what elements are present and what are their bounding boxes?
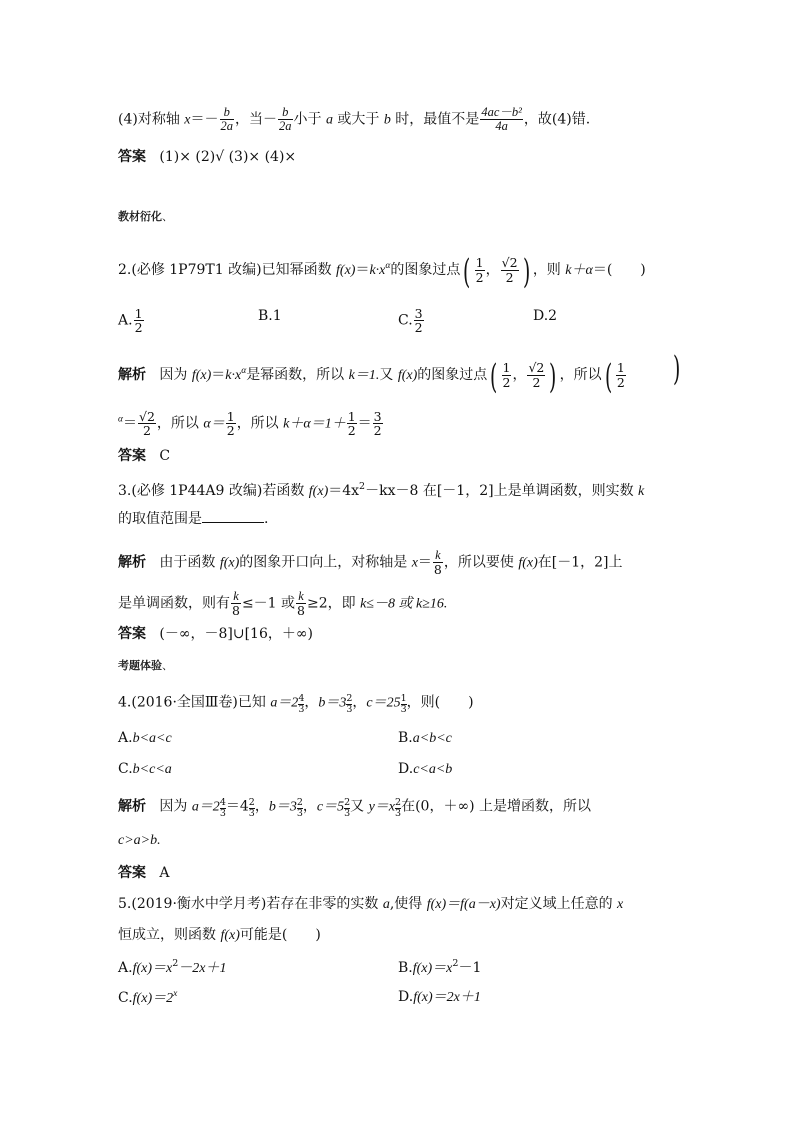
q4-option-a: A.b<a<c bbox=[118, 730, 172, 746]
q4-answer: 答案 A bbox=[118, 865, 170, 881]
q5-option-b: $B.f(x)=x^2-1$ bbox=[398, 958, 482, 976]
q5-option-c: $C.f(x)=2^x$ bbox=[118, 989, 178, 1006]
q2-option-d: D.2 bbox=[533, 308, 558, 324]
q2-option-c: C. $\frac{3}{2}$ bbox=[398, 306, 423, 336]
q2-stem: 2.(必修 1P79T1 改编)已知幂函数 $f(x)=k\cdot x^\alpha$的图象过点( $\frac{1}{2}$ ， $\frac{√2}{2}$ ) ，则 k＋α＝( ) bbox=[118, 252, 646, 292]
q5-stem: 5.(2019·衡水中学月考)若存在非零的实数 a,使得 f(x)＝f(a－x)对定义域上任意的 x bbox=[118, 896, 624, 912]
q3-answer: 答案 (－∞，－8]∪[16，＋∞) bbox=[118, 626, 313, 642]
q4-option-d: D.c<a<b bbox=[398, 761, 453, 777]
q5-option-a: $A.f(x)=x^2-2x+1$ bbox=[118, 958, 227, 976]
q2-solution: 解析 因为 $f(x)=k\cdot x^\alpha$是幂函数，所以 k＝1.又 f(x)的图象过点( $\frac{1}{2}$ ， $\frac{√2}{2}$ ) ，所以( $\frac{1}{2}$ bbox=[118, 357, 625, 397]
q3-solution-line2: 是单调函数，则有 $\frac{k}{8}$ ≤－1 或 $\frac{k}{8}$ ≥2，即 k≤－8 或 k≥16. bbox=[118, 589, 448, 619]
q2-answer: 答案 C bbox=[118, 448, 171, 464]
q5-stem-line2: 恒成立，则函数 f(x)可能是( ) bbox=[118, 927, 321, 943]
q1-answer: 答案 (1)× (2)√ (3)× (4)× bbox=[118, 149, 297, 165]
q4-stem: 4.(2016·全国Ⅲ卷)已知 a＝2 $\frac{4}{3}$ ，b＝3 $\frac{2}{3}$ ，c＝25 $\frac{1}{3}$ ，则( ) bbox=[118, 693, 474, 716]
section-exam: 考题体验、 bbox=[118, 659, 173, 672]
q3-solution: 解析 由于函数 f(x)的图象开口向上，对称轴是 x＝ $\frac{k}{8}$ ，所以要使 f(x)在[－1，2]上 bbox=[118, 548, 623, 578]
q3-answer-blank[interactable] bbox=[202, 511, 264, 523]
q4-option-b: B.a<b<c bbox=[398, 730, 452, 746]
q4-option-c: C.b<c<a bbox=[118, 761, 172, 777]
q3-stem-line2: 的取值范围是 . bbox=[118, 511, 269, 527]
q4-solution: 解析 因为 a＝2 $\frac{4}{3}$ ＝4 $\frac{2}{3}$ ，b＝3 $\frac{2}{3}$ ，c＝5 $\frac{2}{3}$ 又 y＝x $\frac{2}{3}$ 在(0，＋∞) 上是增函数，所以 bbox=[118, 797, 592, 820]
q2-option-b: B.1 bbox=[258, 308, 282, 324]
q3-stem: 3.(必修 1P44A9 改编)若函数 $f(x)=4x^2-kx-8$ 在[－1，2]上是单调函数，则实数 k bbox=[118, 481, 645, 499]
q2-solution-line2: $^\alpha$＝ $\frac{√2}{2}$ ，所以 α＝ $\frac{1}{2}$ ，所以 k＋α＝1＋ $\frac{1}{2}$ ＝ $\frac{3}{2}$ bbox=[118, 409, 382, 439]
q2-option-a: A. $\frac{1}{2}$ bbox=[118, 306, 143, 336]
q1-line1: (4)对称轴 x＝－ $\frac{b}{2a}$ ，当－ $\frac{b}{2a}$ 小于 a 或大于 b 时，最值不是 $\frac{\text{4ac－b²}}{4a}$ ，故(4)错. bbox=[118, 105, 591, 134]
section-textbook: 教材衍化、 bbox=[118, 210, 173, 223]
q5-option-d: D.f(x)＝2x＋1 bbox=[398, 989, 481, 1005]
q4-solution-line2: c>a>b. bbox=[118, 833, 161, 848]
q2-solution-end-paren: ) bbox=[672, 349, 681, 389]
